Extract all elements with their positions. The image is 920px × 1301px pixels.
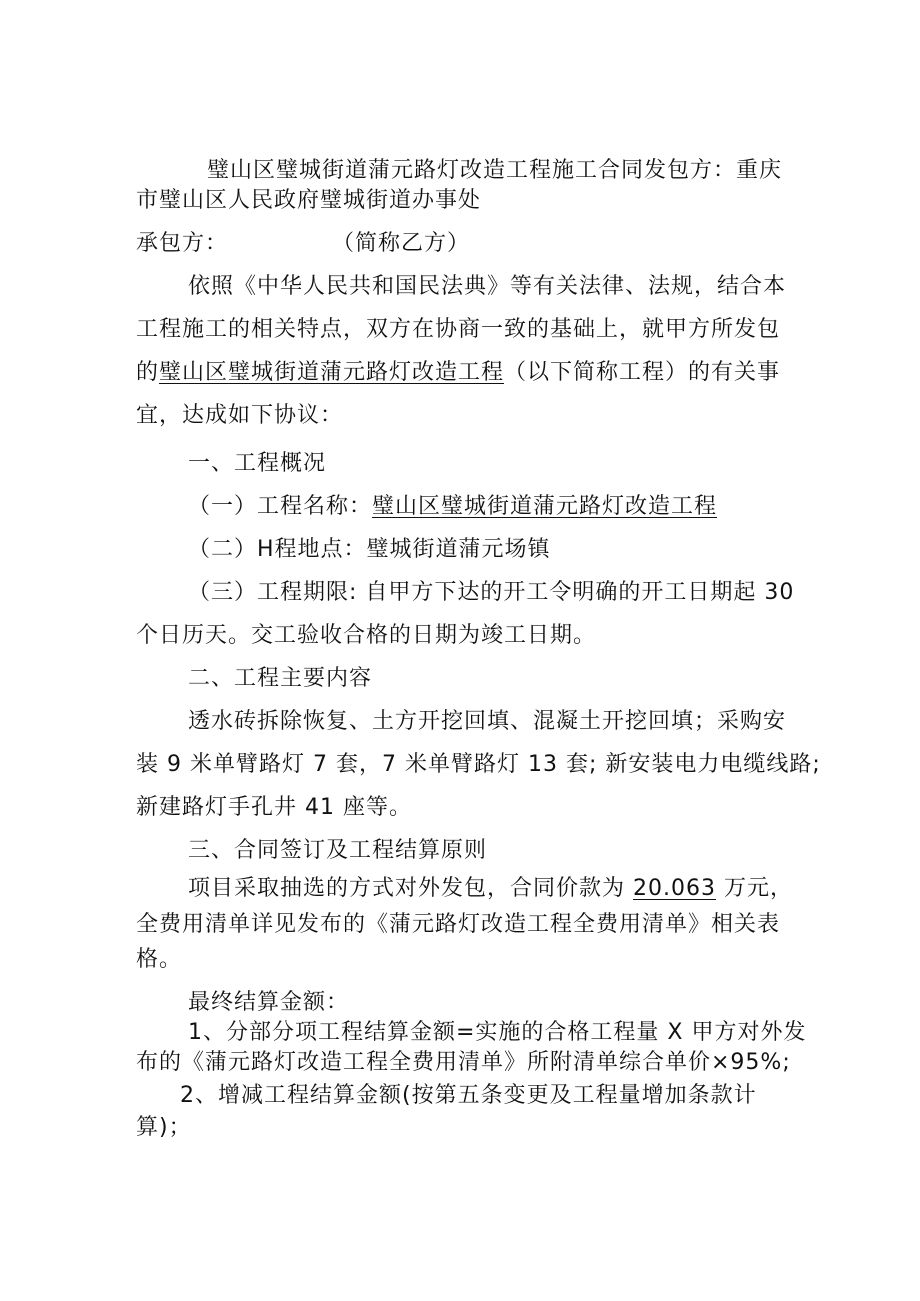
settlement-item-1-line-2: 布的《蒲元路灯改造工程全费用清单》所附清单综合单价×95%;: [136, 1050, 791, 1075]
section-2-heading: 二、工程主要内容: [188, 666, 373, 691]
title-line-2: 市璧山区人民政府璧城街道办事处: [136, 188, 482, 213]
settlement-item-1-line-1: 1、分部分项工程结算金额=实施的合格工程量 X 甲方对外发: [188, 1020, 807, 1045]
section-1-heading: 一、工程概况: [188, 451, 327, 476]
title-line-1: 璧山区璧城街道蒲元路灯改造工程施工合同发包方：重庆: [207, 158, 783, 183]
project-name-value: 璧山区璧城街道蒲元路灯改造工程: [372, 494, 718, 519]
contractor-label: 承包方：: [136, 231, 229, 256]
content-line-1: 透水砖拆除恢复、土方开挖回填、混凝土开挖回填；采购安: [188, 709, 787, 734]
section-3-heading: 三、合同签订及工程结算原则: [188, 838, 488, 863]
contractor-short-name: （简称乙方）: [332, 231, 471, 256]
contractor-line: [136, 229, 470, 259]
content-line-2: 装 9 米单臂路灯 7 套，7 米单臂路灯 13 套; 新安装电力电缆线路;: [136, 752, 821, 777]
project-location-line: （二）H程地点：璧城街道蒲元场镇: [188, 537, 551, 562]
contract-price-line: 项目采取抽选的方式对外发包，合同价款为 20.063 万元，: [188, 876, 793, 901]
final-settlement-label: 最终结算金额：: [188, 990, 350, 1015]
project-name-line: （一）工程名称：璧山区璧城街道蒲元路灯改造工程: [188, 494, 718, 519]
project-name-underlined: 璧山区璧城街道蒲元路灯改造工程: [159, 360, 505, 385]
intro-line-4: 宜，达成如下协议：: [136, 403, 344, 428]
price-list-line-end: 格。: [136, 947, 183, 972]
project-period-line-1: （三）工程期限: 自甲方下达的开工令明确的开工日期起 30: [188, 580, 795, 605]
settlement-item-2-line-1: 2、增减工程结算金额(按第五条变更及工程量增加条款计: [180, 1083, 757, 1108]
content-line-3: 新建路灯手孔井 41 座等。: [136, 795, 412, 820]
intro-line-1: 依照《中华人民共和国民法典》等有关法律、法规，结合本: [188, 274, 787, 299]
contract-amount: 20.063: [633, 876, 716, 901]
settlement-item-2-line-2: 算)；: [136, 1115, 192, 1140]
price-list-line: 全费用清单详见发布的《蒲元路灯改造工程全费用清单》相关表: [136, 912, 781, 937]
intro-line-2: 工程施工的相关特点，双方在协商一致的基础上，就甲方所发包: [136, 317, 781, 342]
intro-line-3: 的璧山区璧城街道蒲元路灯改造工程（以下简称工程）的有关事: [136, 360, 781, 385]
project-period-line-2: 个日历天。交工验收合格的日期为竣工日期。: [136, 623, 597, 648]
